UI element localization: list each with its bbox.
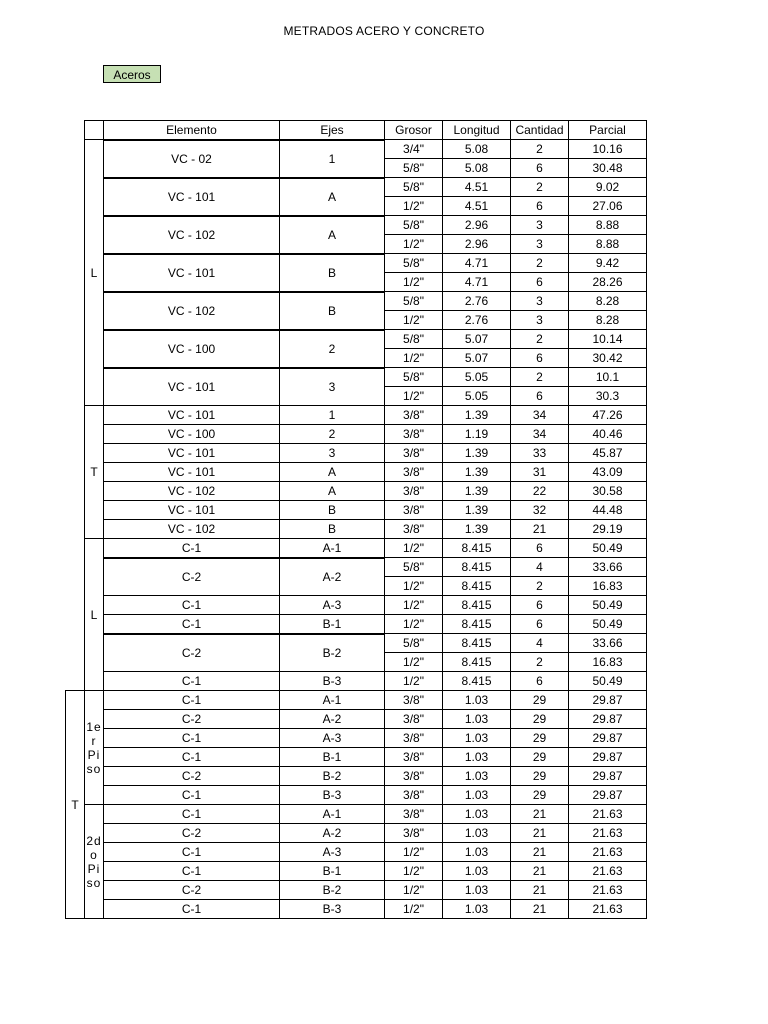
grosor-cell: 1/2": [384, 842, 442, 861]
parcial-cell: 29.87: [568, 709, 646, 728]
parcial-cell: 29.87: [568, 747, 646, 766]
parcial-cell: 16.83: [568, 576, 646, 595]
parcial-cell: 8.88: [568, 215, 646, 234]
floor-label-part: 1e: [86, 719, 102, 734]
parcial-cell: 29.87: [568, 766, 646, 785]
cantidad-cell: 2: [510, 177, 568, 196]
elemento-cell: VC - 102: [103, 519, 279, 538]
elemento-cell: VC - 100: [103, 329, 279, 367]
grosor-cell: 3/8": [384, 481, 442, 500]
header-ejes: Ejes: [279, 120, 384, 139]
elemento-cell: C-2: [103, 633, 279, 671]
longitud-cell: 4.51: [442, 196, 510, 215]
longitud-cell: 1.19: [442, 424, 510, 443]
longitud-cell: 8.415: [442, 633, 510, 652]
longitud-cell: 1.39: [442, 500, 510, 519]
elemento-cell: VC - 101: [103, 443, 279, 462]
longitud-cell: 2.76: [442, 310, 510, 329]
grosor-cell: 5/8": [384, 291, 442, 310]
parcial-cell: 43.09: [568, 462, 646, 481]
ejes-cell: B: [279, 519, 384, 538]
grosor-cell: 1/2": [384, 880, 442, 899]
grosor-cell: 3/8": [384, 804, 442, 823]
longitud-cell: 1.39: [442, 519, 510, 538]
grosor-cell: 1/2": [384, 671, 442, 690]
floor-label-part: o: [90, 847, 98, 862]
parcial-cell: 27.06: [568, 196, 646, 215]
longitud-cell: 2.96: [442, 215, 510, 234]
ejes-cell: A-1: [279, 538, 384, 557]
header-parcial: Parcial: [568, 120, 646, 139]
longitud-cell: 1.03: [442, 785, 510, 804]
floor-label-part: 2d: [86, 833, 102, 848]
elemento-cell: C-1: [103, 690, 279, 709]
ejes-cell: B-2: [279, 633, 384, 671]
ejes-cell: B-1: [279, 614, 384, 633]
elemento-cell: VC - 101: [103, 367, 279, 405]
grosor-cell: 1/2": [384, 861, 442, 880]
grosor-cell: 3/8": [384, 519, 442, 538]
grosor-cell: 1/2": [384, 310, 442, 329]
longitud-cell: 1.03: [442, 709, 510, 728]
parcial-cell: 21.63: [568, 899, 646, 918]
elemento-cell: C-1: [103, 804, 279, 823]
floor-label-part: so: [86, 761, 102, 776]
header-grosor: Grosor: [384, 120, 442, 139]
grosor-cell: 1/2": [384, 576, 442, 595]
parcial-cell: 47.26: [568, 405, 646, 424]
ejes-cell: A-3: [279, 842, 384, 861]
parcial-cell: 29.87: [568, 785, 646, 804]
ejes-cell: B: [279, 291, 384, 329]
longitud-cell: 5.07: [442, 329, 510, 348]
parcial-cell: 8.28: [568, 291, 646, 310]
header-cantidad: Cantidad: [510, 120, 568, 139]
cantidad-cell: 4: [510, 557, 568, 576]
cantidad-cell: 21: [510, 519, 568, 538]
grosor-cell: 1/2": [384, 234, 442, 253]
parcial-cell: 9.02: [568, 177, 646, 196]
longitud-cell: 8.415: [442, 614, 510, 633]
ejes-cell: B: [279, 253, 384, 291]
longitud-cell: 1.39: [442, 481, 510, 500]
parcial-cell: 50.49: [568, 671, 646, 690]
cantidad-cell: 6: [510, 196, 568, 215]
elemento-cell: VC - 101: [103, 462, 279, 481]
longitud-cell: 4.71: [442, 272, 510, 291]
grosor-cell: 3/8": [384, 785, 442, 804]
ejes-cell: A-2: [279, 709, 384, 728]
ejes-cell: A: [279, 481, 384, 500]
ejes-cell: A-1: [279, 690, 384, 709]
ejes-cell: A-1: [279, 804, 384, 823]
parcial-cell: 21.63: [568, 842, 646, 861]
ejes-cell: A-3: [279, 728, 384, 747]
grosor-cell: 5/8": [384, 329, 442, 348]
parcial-cell: 10.16: [568, 139, 646, 158]
grosor-cell: 3/4": [384, 139, 442, 158]
cantidad-cell: 29: [510, 690, 568, 709]
cantidad-cell: 6: [510, 538, 568, 557]
longitud-cell: 2.96: [442, 234, 510, 253]
grosor-cell: 1/2": [384, 196, 442, 215]
grosor-cell: 3/8": [384, 823, 442, 842]
ejes-cell: A: [279, 462, 384, 481]
parcial-cell: 50.49: [568, 538, 646, 557]
cantidad-cell: 21: [510, 880, 568, 899]
parcial-cell: 10.1: [568, 367, 646, 386]
cantidad-cell: 29: [510, 709, 568, 728]
grosor-cell: 3/8": [384, 405, 442, 424]
ejes-cell: A-3: [279, 595, 384, 614]
elemento-cell: VC - 102: [103, 481, 279, 500]
grosor-cell: 1/2": [384, 899, 442, 918]
elemento-cell: C-1: [103, 538, 279, 557]
cantidad-cell: 3: [510, 215, 568, 234]
grosor-cell: 1/2": [384, 538, 442, 557]
grosor-cell: 5/8": [384, 557, 442, 576]
cantidad-cell: 29: [510, 728, 568, 747]
grosor-cell: 3/8": [384, 500, 442, 519]
longitud-cell: 8.415: [442, 671, 510, 690]
longitud-cell: 1.03: [442, 728, 510, 747]
elemento-cell: C-2: [103, 557, 279, 595]
group-side-label: T: [65, 690, 84, 918]
longitud-cell: 1.39: [442, 443, 510, 462]
parcial-cell: 30.42: [568, 348, 646, 367]
floor-label-part: Pi: [87, 747, 101, 762]
parcial-cell: 30.58: [568, 481, 646, 500]
grosor-cell: 1/2": [384, 348, 442, 367]
cantidad-cell: 2: [510, 253, 568, 272]
cantidad-cell: 21: [510, 804, 568, 823]
floor-label-part: so: [86, 875, 102, 890]
cantidad-cell: 34: [510, 424, 568, 443]
longitud-cell: 1.03: [442, 690, 510, 709]
elemento-cell: C-1: [103, 595, 279, 614]
elemento-cell: VC - 101: [103, 405, 279, 424]
cantidad-cell: 22: [510, 481, 568, 500]
parcial-cell: 44.48: [568, 500, 646, 519]
cantidad-cell: 6: [510, 272, 568, 291]
parcial-cell: 33.66: [568, 633, 646, 652]
parcial-cell: 30.48: [568, 158, 646, 177]
longitud-cell: 4.51: [442, 177, 510, 196]
parcial-cell: 33.66: [568, 557, 646, 576]
elemento-cell: C-1: [103, 728, 279, 747]
elemento-cell: C-2: [103, 709, 279, 728]
longitud-cell: 8.415: [442, 538, 510, 557]
ejes-cell: A-2: [279, 557, 384, 595]
cantidad-cell: 21: [510, 823, 568, 842]
ejes-cell: B-3: [279, 671, 384, 690]
elemento-cell: C-1: [103, 842, 279, 861]
parcial-cell: 28.26: [568, 272, 646, 291]
cantidad-cell: 6: [510, 614, 568, 633]
elemento-cell: C-2: [103, 880, 279, 899]
page-title: METRADOS ACERO Y CONCRETO: [283, 24, 485, 38]
grosor-cell: 5/8": [384, 633, 442, 652]
longitud-cell: 1.39: [442, 462, 510, 481]
ejes-cell: B-2: [279, 880, 384, 899]
cantidad-cell: 32: [510, 500, 568, 519]
cantidad-cell: 31: [510, 462, 568, 481]
floor-label-part: r: [91, 733, 97, 748]
elemento-cell: VC - 101: [103, 177, 279, 215]
cantidad-cell: 21: [510, 861, 568, 880]
table-frame-upper: [84, 120, 647, 691]
cantidad-cell: 6: [510, 595, 568, 614]
section-tag-aceros: Aceros: [103, 65, 161, 83]
parcial-cell: 29.87: [568, 728, 646, 747]
grosor-cell: 1/2": [384, 652, 442, 671]
cantidad-cell: 2: [510, 139, 568, 158]
grosor-cell: 1/2": [384, 272, 442, 291]
elemento-cell: C-1: [103, 671, 279, 690]
cantidad-cell: 2: [510, 367, 568, 386]
ejes-cell: B-3: [279, 785, 384, 804]
ejes-cell: A: [279, 177, 384, 215]
cantidad-cell: 4: [510, 633, 568, 652]
longitud-cell: 5.08: [442, 158, 510, 177]
cantidad-cell: 6: [510, 158, 568, 177]
longitud-cell: 1.03: [442, 804, 510, 823]
elemento-cell: VC - 102: [103, 291, 279, 329]
grosor-cell: 3/8": [384, 728, 442, 747]
longitud-cell: 1.03: [442, 899, 510, 918]
parcial-cell: 45.87: [568, 443, 646, 462]
longitud-cell: 1.03: [442, 842, 510, 861]
longitud-cell: 5.07: [442, 348, 510, 367]
ejes-cell: B: [279, 500, 384, 519]
ejes-cell: 3: [279, 443, 384, 462]
elemento-cell: C-1: [103, 861, 279, 880]
parcial-cell: 8.88: [568, 234, 646, 253]
elemento-cell: C-2: [103, 823, 279, 842]
parcial-cell: 21.63: [568, 880, 646, 899]
cantidad-cell: 29: [510, 747, 568, 766]
elemento-cell: C-1: [103, 899, 279, 918]
parcial-cell: 21.63: [568, 823, 646, 842]
cantidad-cell: 21: [510, 899, 568, 918]
cantidad-cell: 29: [510, 766, 568, 785]
elemento-cell: C-1: [103, 785, 279, 804]
grosor-cell: 1/2": [384, 595, 442, 614]
cantidad-cell: 21: [510, 842, 568, 861]
grosor-cell: 1/2": [384, 386, 442, 405]
grosor-cell: 3/8": [384, 462, 442, 481]
grosor-cell: 1/2": [384, 614, 442, 633]
elemento-cell: C-1: [103, 747, 279, 766]
longitud-cell: 8.415: [442, 652, 510, 671]
parcial-cell: 40.46: [568, 424, 646, 443]
longitud-cell: 4.71: [442, 253, 510, 272]
longitud-cell: 1.03: [442, 747, 510, 766]
elemento-cell: C-1: [103, 614, 279, 633]
grosor-cell: 3/8": [384, 709, 442, 728]
cantidad-cell: 6: [510, 386, 568, 405]
elemento-cell: VC - 101: [103, 500, 279, 519]
parcial-cell: 16.83: [568, 652, 646, 671]
grosor-cell: 5/8": [384, 158, 442, 177]
parcial-cell: 21.63: [568, 861, 646, 880]
ejes-cell: B-1: [279, 861, 384, 880]
longitud-cell: 1.03: [442, 861, 510, 880]
cantidad-cell: 3: [510, 234, 568, 253]
grosor-cell: 5/8": [384, 177, 442, 196]
grosor-cell: 5/8": [384, 253, 442, 272]
parcial-cell: 10.14: [568, 329, 646, 348]
grosor-cell: 3/8": [384, 766, 442, 785]
grosor-cell: 5/8": [384, 215, 442, 234]
grosor-cell: 3/8": [384, 690, 442, 709]
cantidad-cell: 2: [510, 329, 568, 348]
parcial-cell: 8.28: [568, 310, 646, 329]
ejes-cell: A-2: [279, 823, 384, 842]
cantidad-cell: 34: [510, 405, 568, 424]
longitud-cell: 1.03: [442, 880, 510, 899]
parcial-cell: 21.63: [568, 804, 646, 823]
cantidad-cell: 33: [510, 443, 568, 462]
cantidad-cell: 3: [510, 310, 568, 329]
parcial-cell: 30.3: [568, 386, 646, 405]
ejes-cell: B-1: [279, 747, 384, 766]
ejes-cell: B-3: [279, 899, 384, 918]
elemento-cell: VC - 100: [103, 424, 279, 443]
ejes-cell: 2: [279, 329, 384, 367]
ejes-cell: B-2: [279, 766, 384, 785]
grosor-cell: 3/8": [384, 443, 442, 462]
longitud-cell: 5.05: [442, 386, 510, 405]
ejes-cell: 3: [279, 367, 384, 405]
longitud-cell: 1.03: [442, 766, 510, 785]
header-elemento: Elemento: [103, 120, 279, 139]
cantidad-cell: 6: [510, 348, 568, 367]
longitud-cell: 2.76: [442, 291, 510, 310]
cantidad-cell: 2: [510, 576, 568, 595]
group-side-label: T: [84, 405, 103, 538]
grosor-cell: 3/8": [384, 747, 442, 766]
header-longitud: Longitud: [442, 120, 510, 139]
floor-label-part: Pi: [87, 861, 101, 876]
parcial-cell: 29.19: [568, 519, 646, 538]
parcial-cell: 50.49: [568, 614, 646, 633]
cantidad-cell: 29: [510, 785, 568, 804]
grosor-cell: 3/8": [384, 424, 442, 443]
elemento-cell: VC - 101: [103, 253, 279, 291]
cantidad-cell: 2: [510, 652, 568, 671]
longitud-cell: 5.05: [442, 367, 510, 386]
grosor-cell: 5/8": [384, 367, 442, 386]
group-side-label: L: [84, 538, 103, 690]
ejes-cell: A: [279, 215, 384, 253]
longitud-cell: 8.415: [442, 557, 510, 576]
elemento-cell: VC - 102: [103, 215, 279, 253]
cantidad-cell: 6: [510, 671, 568, 690]
longitud-cell: 5.08: [442, 139, 510, 158]
ejes-cell: 1: [279, 405, 384, 424]
longitud-cell: 1.03: [442, 823, 510, 842]
parcial-cell: 29.87: [568, 690, 646, 709]
longitud-cell: 1.39: [442, 405, 510, 424]
cantidad-cell: 3: [510, 291, 568, 310]
parcial-cell: 9.42: [568, 253, 646, 272]
longitud-cell: 8.415: [442, 595, 510, 614]
group-side-label: L: [84, 139, 103, 405]
ejes-cell: 1: [279, 139, 384, 177]
elemento-cell: C-2: [103, 766, 279, 785]
table-frame-lower: [65, 690, 647, 919]
ejes-cell: 2: [279, 424, 384, 443]
parcial-cell: 50.49: [568, 595, 646, 614]
longitud-cell: 8.415: [442, 576, 510, 595]
elemento-cell: VC - 02: [103, 139, 279, 177]
